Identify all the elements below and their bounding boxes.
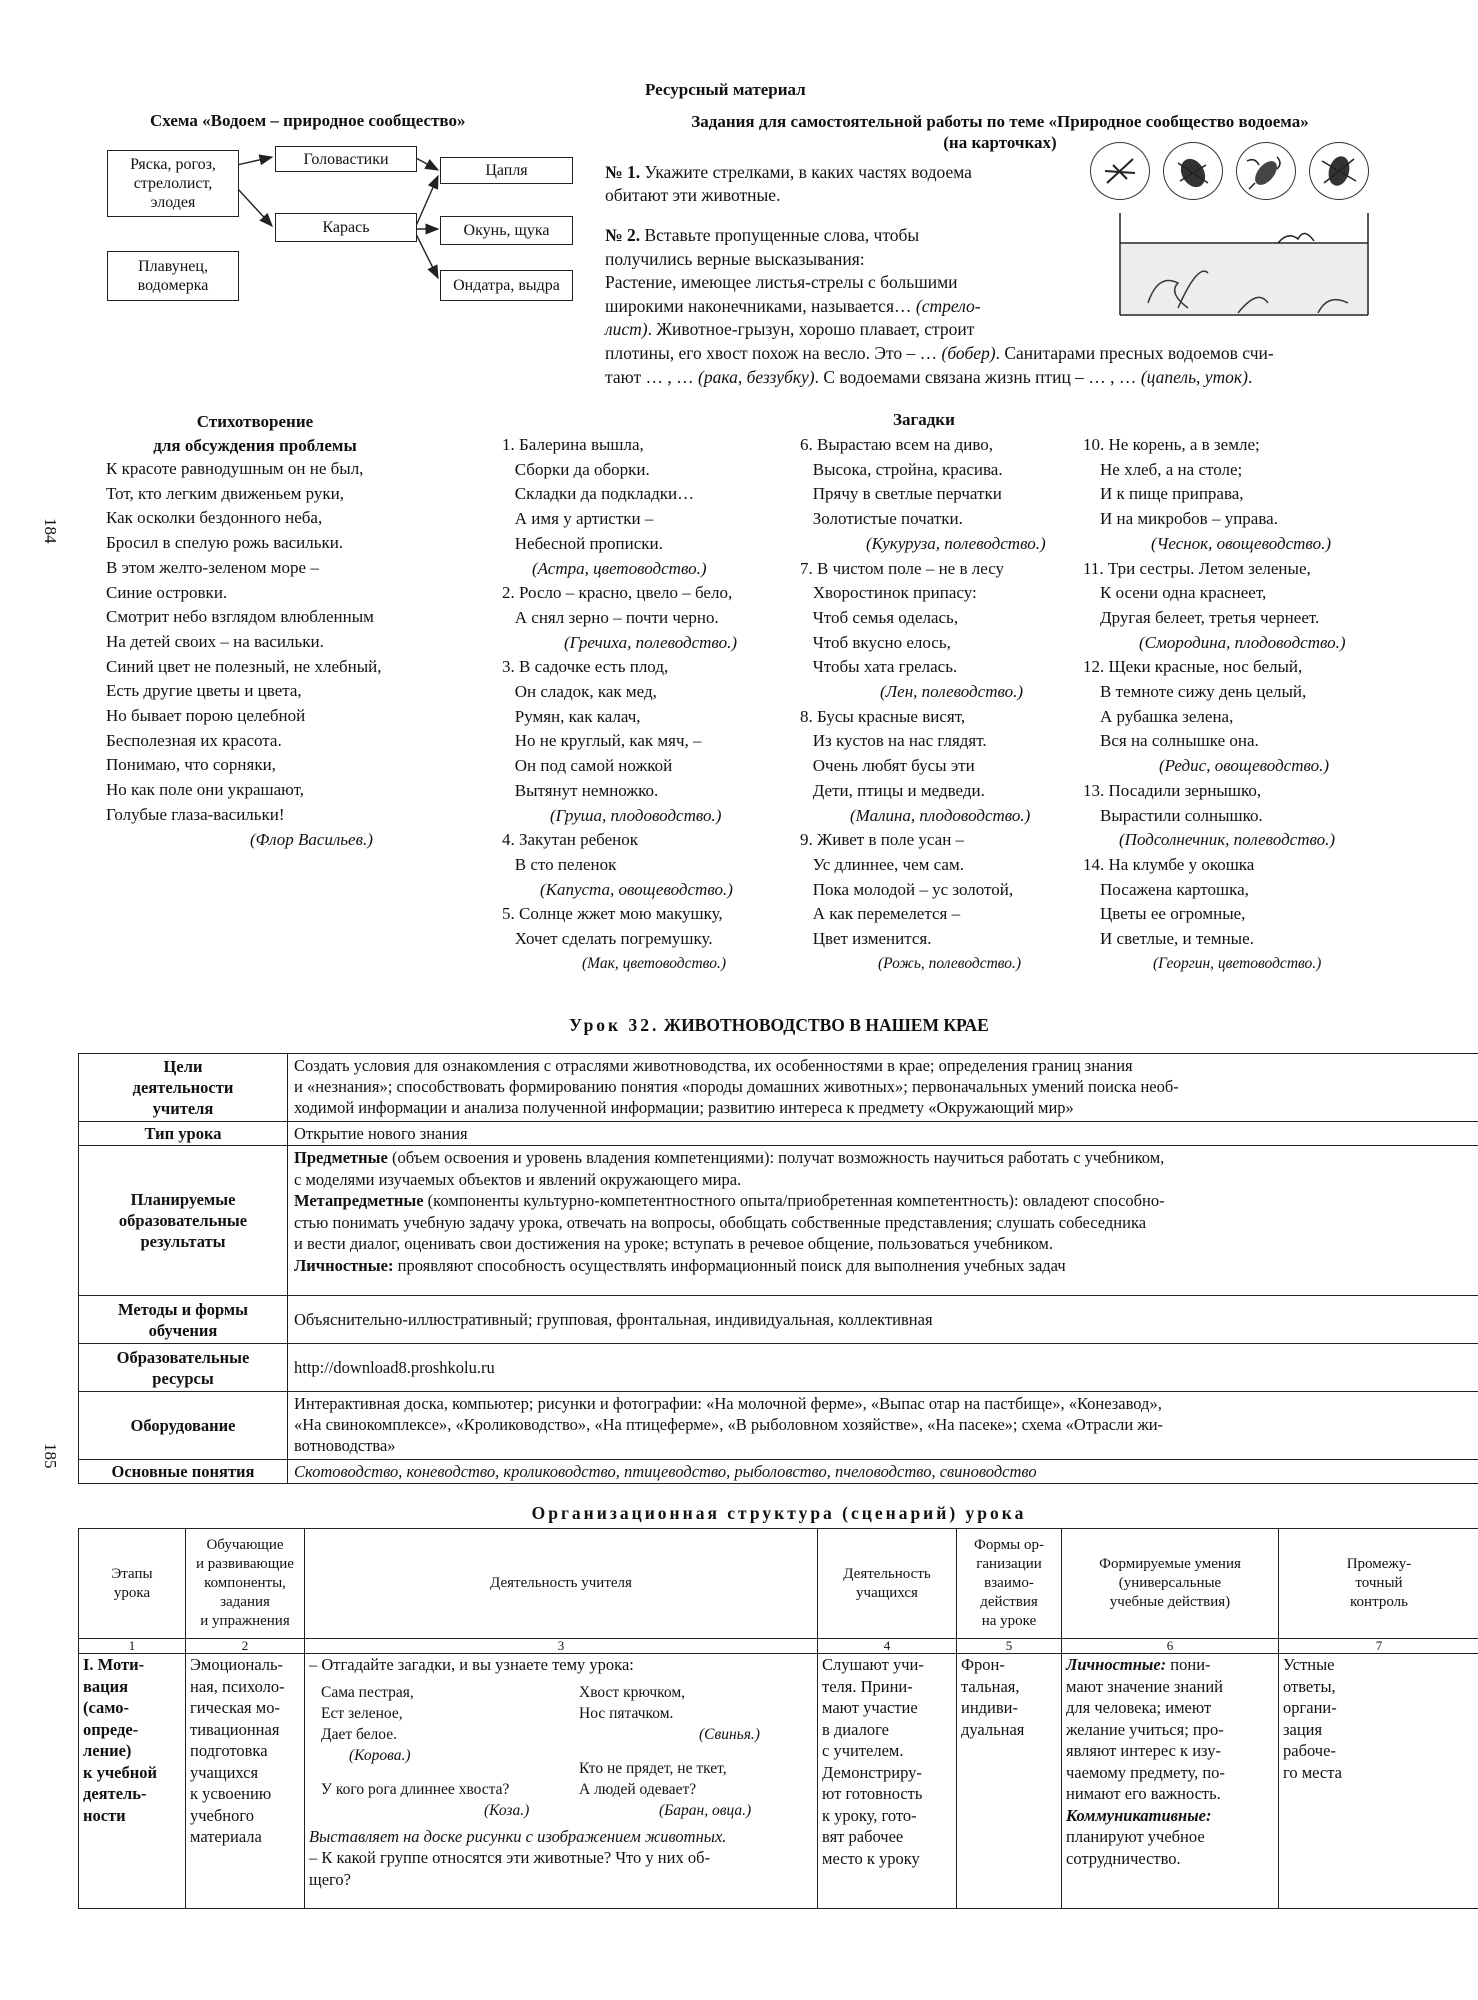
column-header: Деятельность учащихся (818, 1529, 957, 1639)
poem-title-line-2: для обсуждения проблемы (153, 436, 357, 455)
riddle-9 (800, 828, 1046, 952)
scheme-title: Схема «Водоем – природное сообщество» (150, 111, 466, 130)
row-value: Скотоводство, коневодство, кролиководство, птицеводство, рыболовство, пчеловодство, свиноводство (288, 1460, 1478, 1484)
riddle-3 (502, 655, 737, 803)
teacher-riddle-4-answer: (Баран, овца.) (659, 1801, 752, 1819)
riddles-column-3 (1083, 433, 1346, 976)
box-muskrat: Ондатра, выдра (440, 270, 573, 301)
teacher-action: Выставляет на доске рисунки с изображением животных. (309, 1826, 727, 1846)
riddle-number: 11. (1083, 558, 1104, 578)
riddle-text: Посадили зернышко, Вырастили солнышко. (1100, 780, 1263, 825)
riddles-column-1 (502, 433, 737, 976)
beetle-picture (1163, 142, 1223, 200)
tasks-subtitle: (на карточках) (943, 133, 1057, 152)
table-numbers-row (79, 1639, 1478, 1654)
row-label: Планируемые образовательные результаты (79, 1146, 288, 1296)
lesson-name: ЖИВОТНОВОДСТВО В НАШЕМ КРАЕ (659, 1015, 989, 1035)
riddle-answer: (Кукуруза, полеводство.) (866, 533, 1046, 553)
personal-label: Личностные: (294, 1255, 394, 1275)
arrow-carp-heron (416, 176, 438, 226)
task-2-answer-1b: лист) (605, 319, 648, 340)
task-2-text-5: . С водоемами связана жизнь птиц – … , … (814, 366, 1141, 387)
column-header: Обучающие и развивающие компоненты, задания и упражнения (186, 1529, 305, 1639)
task-2-end: . (1247, 366, 1253, 387)
table-row (79, 1122, 1478, 1146)
teacher-question: – К какой группе относятся эти животные? Что у них об- щего? (309, 1848, 710, 1889)
structure-title: Организационная структура (сценарий) урока (531, 1503, 1027, 1523)
riddles-column-2 (800, 433, 1046, 976)
riddle-number: 14. (1083, 854, 1105, 874)
task-2-text-4: тают … , … (605, 366, 698, 387)
riddle-text: Солнце жжет мою макушку, Хочет сделать погремушку. (514, 904, 723, 949)
task-2-text-3: . Санитарами пресных водоемов счи- (995, 342, 1274, 363)
subject-label: Предметные (294, 1148, 388, 1167)
riddle-answer: (Редис, овощеводство.) (1159, 756, 1330, 776)
pond-picture (1118, 213, 1370, 317)
water-beetle-picture (1309, 142, 1369, 200)
column-number: 3 (305, 1639, 818, 1654)
row-value (288, 1344, 1478, 1392)
riddle-text: Вырастаю всем на диво, Высока, стройна, красива. Прячу в светлые перчатки Золотистые початки. (812, 435, 1003, 529)
riddle-answer: (Груша, плодоводство.) (550, 805, 722, 825)
students-cell: Слушают учи- теля. Прини- мают участие в диалоге с учителем. Демонстриру- ют готовность к уроку, гото- вят рабочее место к уроку (818, 1654, 957, 1909)
column-header: Формы ор- ганизации взаимо- действия на уроке (957, 1529, 1062, 1639)
page-number-top: 184 (41, 518, 60, 544)
row-label: Основные понятия (79, 1460, 288, 1484)
riddle-answer: (Астра, цветоводство.) (532, 558, 707, 578)
column-header: Промежу- точный контроль (1279, 1529, 1478, 1639)
task-1-text: Укажите стрелками, в каких частях водоема обитают эти животные. (605, 162, 972, 205)
riddle-12 (1083, 655, 1346, 754)
riddle-8 (800, 705, 1046, 804)
riddle-7 (800, 557, 1046, 681)
teacher-riddles (309, 1676, 813, 1826)
meta-label: Метапредметные (294, 1191, 424, 1210)
riddle-2 (502, 581, 737, 630)
teacher-riddle-2-answer: (Свинья.) (699, 1725, 760, 1743)
table-row (79, 1054, 1478, 1122)
task-2-answer-4: (цапель, уток) (1140, 366, 1248, 387)
poem-text: К красоте равнодушным он не был, Тот, кто легким движеньем руки, Как осколки бездонного неба, Бросил в спелую рожь васильки. В этом желто-зеленом море – Синие островки. Смотрит небо взглядом влюбленным На детей своих – на васильки. Синий цвет не полезный, не хлебный, Есть другие цветы и цвета, Но бывает порою целебной Бесполезная их красота. Понимаю, что сорняки, Но как поле они украшают, Голубые глаза-васильки! (106, 459, 382, 824)
poem-author: (Флор Васильев.) (250, 830, 373, 849)
riddle-number: 5. (502, 904, 515, 924)
riddle-text: Не корень, а в земле; Не хлеб, а на столе; И к пище приправа, И на микробов – управа. (1100, 435, 1278, 529)
column-number: 5 (957, 1639, 1062, 1654)
structure-table (78, 1528, 1478, 1909)
page-number-bottom: 185 (41, 1443, 60, 1469)
teacher-riddle-1: Сама пестрая, Ест зеленое, Дает белое. (321, 1683, 414, 1743)
riddle-text: Росло – красно, цвело – бело, А снял зерно – почти черно. (514, 583, 733, 627)
riddle-number: 4. (502, 830, 515, 850)
column-number: 4 (818, 1639, 957, 1654)
riddle-10 (1083, 433, 1346, 532)
riddle-text: Три сестры. Летом зеленые, К осени одна краснеет, Другая белеет, третья чернеет. (1100, 558, 1320, 627)
riddle-text: Балерина вышла, Сборки да оборки. Складки да подкладки… А имя у артистки – Небесной прописки. (514, 435, 695, 553)
lesson-title (78, 1015, 1478, 1036)
column-number: 6 (1062, 1639, 1279, 1654)
riddle-number: 6. (800, 435, 813, 454)
riddle-number: 9. (800, 830, 813, 850)
meta-text: (компоненты культурно-компетентностного опыта/приобретенная компетентность): овладеют способно- стью понимать учебную задачу урока, отвечать на вопросы, обобщать собственные представления; слушать собеседника и вести диалог, оценивать свои достижения на уроке; вступать в речевое общение, пользоваться учебником. (294, 1191, 1165, 1253)
column-header: Этапы урока (79, 1529, 186, 1639)
riddle-text: В чистом поле – не в лесу Хворостинок припасу: Чтоб семья оделась, Чтоб вкусно елось, Чтобы хата грелась. (812, 558, 1005, 677)
riddle-number: 7. (800, 558, 813, 578)
task-2-answer-3: (рака, беззубку) (698, 366, 815, 387)
riddle-answer: (Смородина, плодоводство.) (1139, 632, 1346, 652)
crayfish-picture (1236, 142, 1296, 200)
teacher-intro: – Отгадайте загадки, и вы узнаете тему урока: (309, 1655, 634, 1674)
resource-title: Ресурсный материал (645, 80, 806, 99)
stage-cell: I. Моти- вация (само- опреде- ление) к учебной деятель- ности (79, 1654, 186, 1909)
teacher-riddle-2: Хвост крючком, Нос пятачком. (579, 1683, 686, 1722)
poem-title-line-1: Стихотворение (196, 412, 314, 431)
subject-text: (объем освоения и уровень владения компетенциями): получат возможность научиться работать с учебником, с моделями изучаемых объектов и явлений окружающего мира. (294, 1148, 1165, 1189)
riddle-6 (800, 433, 1046, 532)
row-value: Объяснительно-иллюстративный; групповая, фронтальная, индивидуальная, коллективная (288, 1296, 1478, 1344)
riddle-number: 3. (502, 657, 515, 677)
row-label: Цели деятельности учителя (79, 1054, 288, 1122)
task-2-text: Вставьте пропущенные слова, чтобы получились верные высказывания: Растение, имеющее листья-стрелы с большими широкими наконечниками, называется… (605, 225, 958, 316)
riddle-text: Живет в поле усан – Ус длиннее, чем сам. Пока молодой – ус золотой, А как перемелется – Цвет изменится. (812, 830, 1014, 949)
riddle-answer: (Рожь, полеводство.) (878, 954, 1022, 972)
table-row (79, 1654, 1478, 1909)
riddle-number: 2. (502, 583, 515, 603)
teacher-riddle-3: У кого рога длиннее хвоста? (321, 1780, 510, 1798)
table-row (79, 1392, 1478, 1460)
row-label: Тип урока (79, 1122, 288, 1146)
column-header: Деятельность учителя (305, 1529, 818, 1639)
riddle-11 (1083, 557, 1346, 631)
riddle-text: В садочке есть плод, Он сладок, как мед, Румян, как калач, Но не круглый, как мяч, – Он под самой ножкой Вытянут немножко. (514, 657, 702, 800)
personal-text: проявляют способность осуществлять информационный поиск для выполнения учебных задач (393, 1255, 1066, 1275)
riddle-text: Бусы красные висят, Из кустов на нас глядят. Очень любят бусы эти Дети, птицы и медведи. (812, 706, 987, 800)
task-1-number: № 1. (605, 162, 641, 182)
teacher-riddle-3-answer: (Коза.) (484, 1801, 530, 1819)
riddle-answer: (Малина, плодоводство.) (850, 805, 1031, 825)
task-2-answer-2: (бобер) (941, 342, 996, 363)
box-heron: Цапля (440, 157, 573, 184)
skills-personal-text: пони- мают значение знаний для человека; имеют желание учиться; про- являют интерес к изу- чаемому предмету, по- нимают его важность. (1066, 1655, 1225, 1803)
skills-cell (1062, 1654, 1279, 1909)
riddle-13 (1083, 779, 1346, 828)
column-number: 1 (79, 1639, 186, 1654)
table-header-row (79, 1529, 1478, 1639)
riddle-answer: (Лен, полеводство.) (880, 682, 1024, 702)
components-cell: Эмоциональ- ная, психоло- гическая мо- тивационная подготовка учащихся к усвоению учебного материала (186, 1654, 305, 1909)
task-1 (605, 161, 972, 207)
riddle-number: 12. (1083, 657, 1105, 677)
riddles-title: Загадки (893, 410, 955, 429)
poem-title (100, 410, 410, 458)
riddle-text: На клумбе у окошка Посажена картошка, Цветы ее огромные, И светлые, и темные. (1100, 854, 1255, 949)
column-number: 7 (1279, 1639, 1478, 1654)
table-row (79, 1296, 1478, 1344)
task-2-answer-1a: (стрело- (915, 295, 981, 316)
riddle-answer: (Подсолнечник, полеводство.) (1119, 830, 1336, 850)
riddle-1 (502, 433, 737, 557)
insect-picture-1 (1090, 142, 1150, 200)
arrow-carp-muskrat (416, 234, 438, 278)
tasks-title-line: Задания для самостоятельной работы по теме «Природное сообщество водоема» (691, 112, 1309, 131)
riddle-answer: (Георгин, цветоводство.) (1153, 954, 1322, 972)
forms-cell: Фрон- тальная, индиви- дуальная (957, 1654, 1062, 1909)
riddle-answer: (Гречиха, полеводство.) (564, 632, 737, 652)
riddle-number: 8. (800, 706, 813, 726)
riddle-answer: (Мак, цветоводство.) (582, 954, 726, 972)
lesson-prefix: Урок 32. (569, 1015, 660, 1035)
table-row (79, 1344, 1478, 1392)
riddle-number: 10. (1083, 435, 1105, 454)
column-header: Формируемые умения (универсальные учебные действия) (1062, 1529, 1279, 1639)
table-row (79, 1146, 1478, 1296)
riddle-number: 1. (502, 435, 515, 454)
riddle-4 (502, 828, 737, 877)
box-tadpoles: Головастики (275, 146, 417, 172)
row-value: Открытие нового знания (288, 1122, 1478, 1146)
resource-link[interactable]: http://download8.proshkolu.ru (294, 1358, 495, 1377)
skills-comm-label: Коммуникативные: (1066, 1805, 1212, 1825)
control-cell: Устные ответы, органи- зация рабоче- го места (1279, 1654, 1478, 1909)
skills-personal-label: Личностные: (1066, 1655, 1167, 1674)
riddle-14 (1083, 853, 1346, 952)
arrow-plants-carp (237, 188, 272, 226)
riddle-answer: (Капуста, овощеводство.) (540, 879, 733, 899)
riddle-answer: (Чеснок, овощеводство.) (1151, 533, 1332, 553)
skills-comm-text: планируют учебное сотрудничество. (1066, 1827, 1205, 1868)
teacher-riddle-1-answer: (Корова.) (349, 1746, 411, 1764)
task-2-text-2: . Животное-грызун, хорошо плавает, строит плотины, его хвост похож на весло. Это – … (605, 319, 975, 363)
riddle-number: 13. (1083, 780, 1105, 800)
teacher-riddle-4: Кто не прядет, не ткет, А людей одевает? (579, 1759, 727, 1798)
row-value (288, 1146, 1478, 1296)
riddle-text: Закутан ребенок В сто пеленок (514, 830, 638, 874)
table-row (79, 1460, 1478, 1484)
row-value: Создать условия для ознакомления с отраслями животноводства, их особенностями в крае; определения границ знания и «незнания»; способствовать формированию понятия «породы домашних животных»; первоначальных умений поиска необ- ходимой информации и анализа полученной информации; развитию интереса к предмету «Окружающий мир» (288, 1054, 1478, 1122)
teacher-cell (305, 1654, 818, 1909)
lesson-info-table (78, 1053, 1478, 1484)
row-value: Интерактивная доска, компьютер; рисунки и фотографии: «На молочной ферме», «Выпас отар на пастбище», «Конезавод», «На свинокомплексе», «Кролиководство», «На птицеферме», «В рыболовном хозяйстве», «На пасеке»; схема «Отрасли жи- вотноводства» (288, 1392, 1478, 1460)
box-plants: Ряска, рогоз, стрелолист, элодея (107, 150, 239, 217)
riddle-5 (502, 902, 737, 951)
row-label: Методы и формы обучения (79, 1296, 288, 1344)
box-insects: Плавунец, водомерка (107, 251, 239, 301)
column-number: 2 (186, 1639, 305, 1654)
box-carp: Карась (275, 213, 417, 242)
row-label: Оборудование (79, 1392, 288, 1460)
row-label: Образовательные ресурсы (79, 1344, 288, 1392)
arrow-plants-tadpoles (237, 157, 272, 165)
arrow-tadpoles-heron (416, 158, 438, 170)
box-perch: Окунь, щука (440, 216, 573, 245)
task-2-number: № 2. (605, 225, 641, 245)
riddle-text: Щеки красные, нос белый, В темноте сижу день целый, А рубашка зелена, Вся на солнышке она. (1100, 657, 1307, 751)
